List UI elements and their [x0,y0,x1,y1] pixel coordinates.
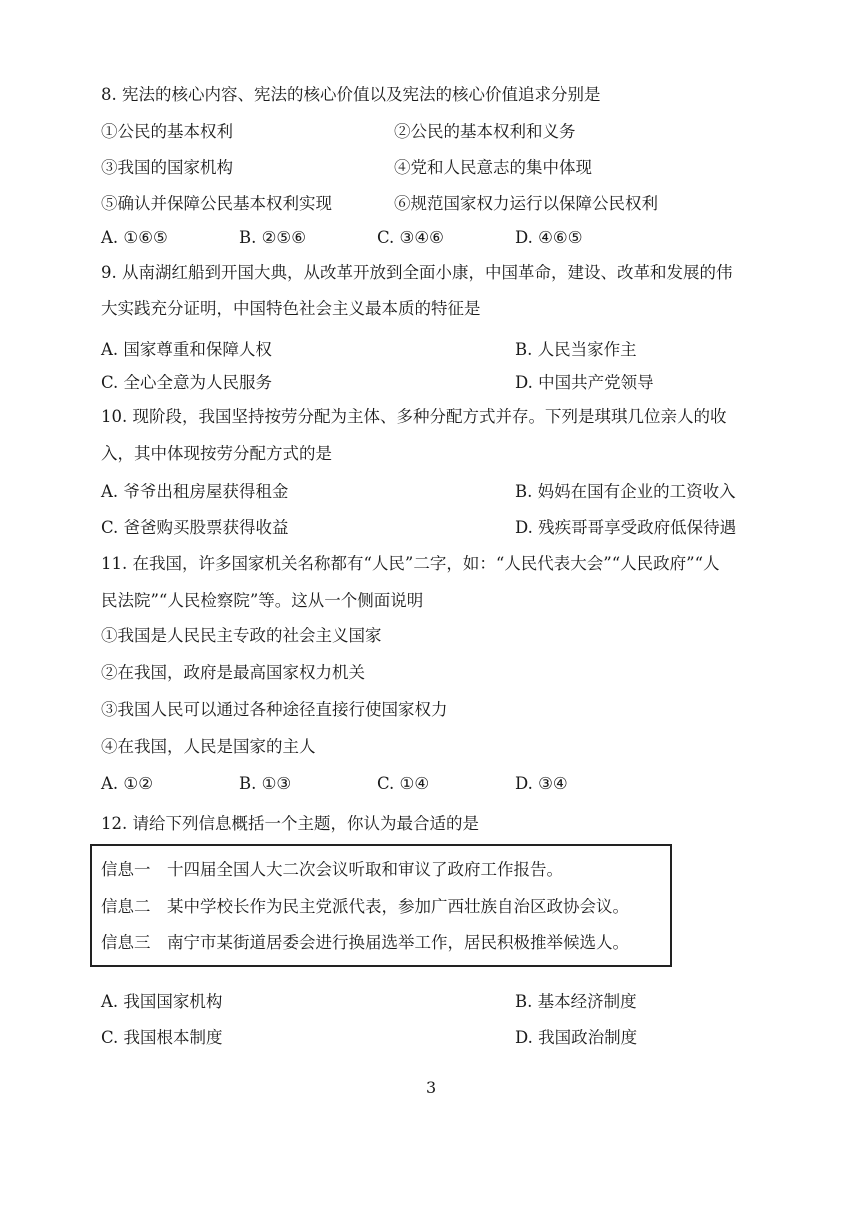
q8-item-1: ①公民的基本权利 [101,122,233,141]
q8-item-3: ③我国的国家机构 [101,158,233,177]
q10-option-a: A. 爷爷出租房屋获得租金 [101,482,289,501]
q8-item-4: ④党和人民意志的集中体现 [394,158,592,177]
q11-option-c: C. ①④ [377,774,430,793]
q11-item-1: ①我国是人民民主专政的社会主义国家 [101,626,382,645]
q11-item-3: ③我国人民可以通过各种途径直接行使国家权力 [101,700,448,719]
q11-option-a: A. ①② [101,774,153,793]
q11-item-2: ②在我国，政府是最高国家权力机关 [101,663,365,682]
q11-option-d: D. ③④ [515,774,568,793]
q11-stem-line-2: 民法院”“人民检察院”等。这从一个侧面说明 [101,591,424,610]
q9-option-c: C. 全心全意为人民服务 [101,373,273,392]
q9-option-a: A. 国家尊重和保障人权 [101,340,272,359]
q11-option-b: B. ①③ [239,774,292,793]
q8-item-5: ⑤确认并保障公民基本权利实现 [101,194,332,213]
q8-option-d: D. ④⑥⑤ [515,228,583,247]
q8-stem: 8. 宪法的核心内容、宪法的核心价值以及宪法的核心价值追求分别是 [101,85,601,104]
q8-item-2: ②公民的基本权利和义务 [394,122,576,141]
q9-stem-line-1: 9. 从南湖红船到开国大典，从改革开放到全面小康，中国革命，建设、改革和发展的伟 [101,263,733,282]
q11-item-4: ④在我国，人民是国家的主人 [101,737,316,756]
q12-info-3: 信息三 南宁市某街道居委会进行换届选举工作，居民积极推举候选人。 [101,933,629,952]
q9-option-d: D. 中国共产党领导 [515,373,654,392]
q12-option-a: A. 我国国家机构 [101,992,223,1011]
q8-option-b: B. ②⑤⑥ [239,228,306,247]
q10-option-b: B. 妈妈在国有企业的工资收入 [515,482,736,501]
q10-option-d: D. 残疾哥哥享受政府低保待遇 [515,518,737,537]
q8-option-a: A. ①⑥⑤ [101,228,168,247]
q12-option-b: B. 基本经济制度 [515,992,637,1011]
q12-option-d: D. 我国政治制度 [515,1028,638,1047]
q12-info-2: 信息二 某中学校长作为民主党派代表，参加广西壮族自治区政协会议。 [101,897,629,916]
q12-stem: 12. 请给下列信息概括一个主题，你认为最合适的是 [101,814,479,833]
q9-stem-line-2: 大实践充分证明，中国特色社会主义最本质的特征是 [101,299,481,318]
q8-item-6: ⑥规范国家权力运行以保障公民权利 [394,194,658,213]
q12-info-1: 信息一 十四届全国人大二次会议听取和审议了政府工作报告。 [101,860,563,879]
q10-stem-line-2: 入，其中体现按劳分配方式的是 [101,444,332,463]
q9-option-b: B. 人民当家作主 [515,340,637,359]
q10-option-c: C. 爸爸购买股票获得收益 [101,518,289,537]
q12-option-c: C. 我国根本制度 [101,1028,223,1047]
q10-stem-line-1: 10. 现阶段，我国坚持按劳分配为主体、多种分配方式并存。下列是琪琪几位亲人的收 [101,407,727,426]
q11-stem-line-1: 11. 在我国，许多国家机关名称都有“人民”二字，如：“人民代表大会”“人民政府”“人 [101,554,720,573]
q8-option-c: C. ③④⑥ [377,228,444,247]
page-number: 3 [426,1078,437,1097]
